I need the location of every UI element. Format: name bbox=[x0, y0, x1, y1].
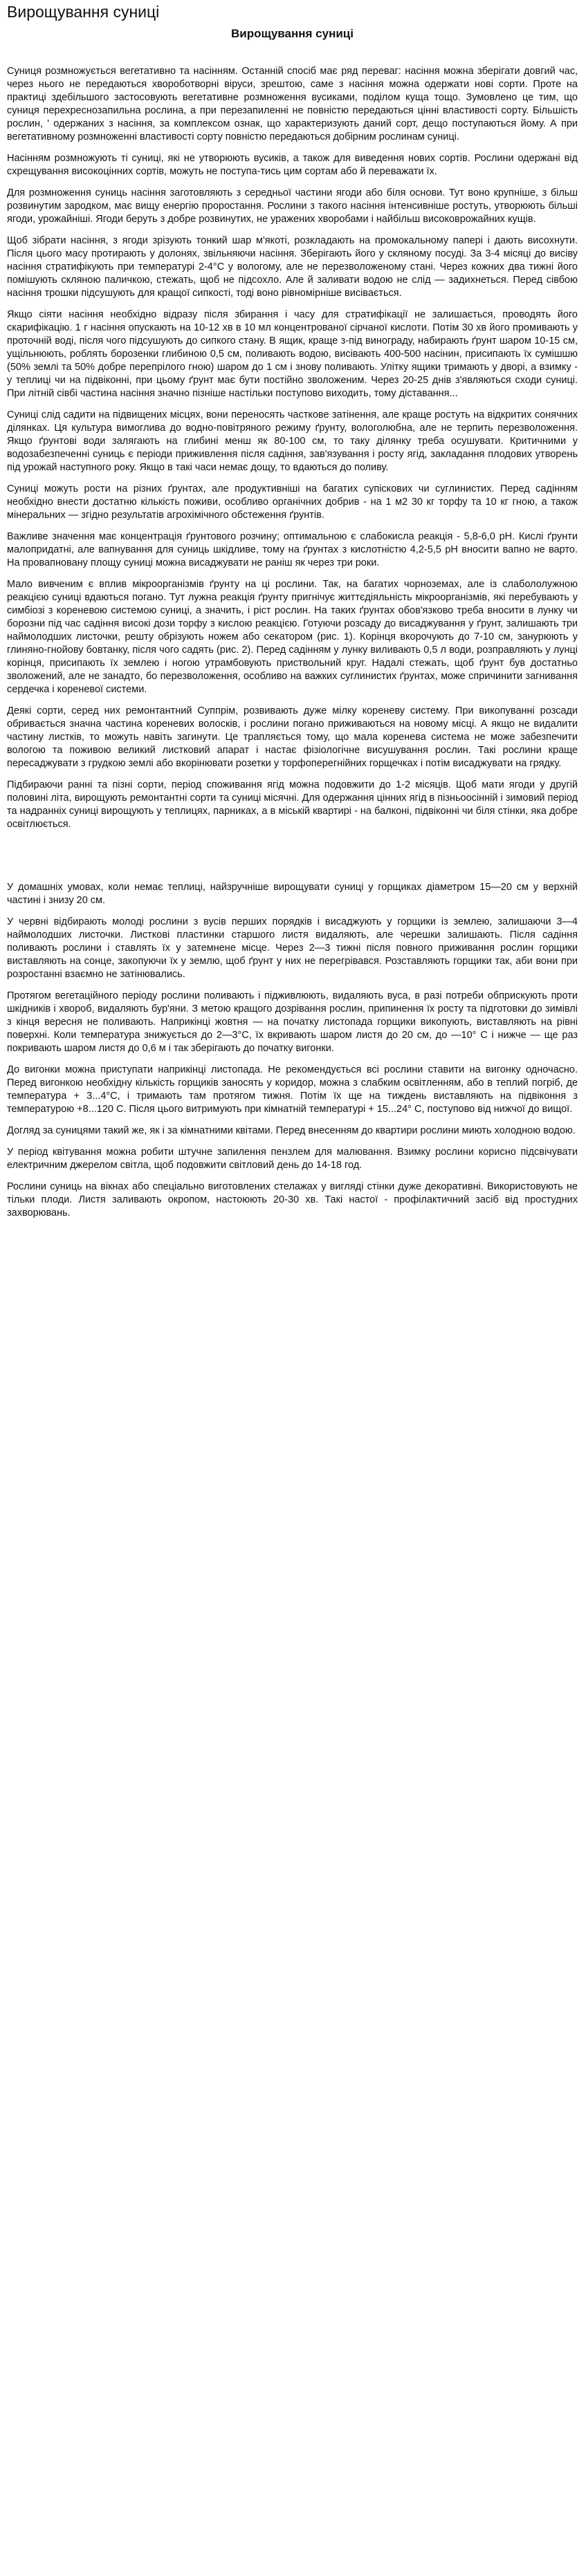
paragraph: Протягом вегетаційного періоду рослини поливають і підживлюють, видаляють вуса, в разі потреби обприскують проти шкідників і хвороб, видаляють бур'яни. З метою кращого дозрівання рослин, припинення їх росту та підготовки до зимівлі з кінця вересня не поливають. Наприкінці жовтня — на початку листопада горщики викопують, виставляють на рівні поверхні. Коли температура знижується до 2—3°С, їх вкривають шаром листя до 20 см, до —10° С і нижче — ще раз покривають шаром листя до 0,6 м і так зберігають до початку вигонки. bbox=[7, 990, 578, 1054]
paragraph: Суниці слід садити на підвищених місцях, вони переносять часткове затінення, але краще ростуть на відкритих сонячних ділянках. Ця культура вимоглива до водно-повітряного режиму ґрунту, вологолюбна, але не терпить перезволоження. Якщо ґрунтові води залягають на глибині менш як 80-100 см, то таку ділянку треба осушувати. Критичними у водозабезпеченні суниць є періоди приживлення після садіння, зав'язування і росту ягід, закладання плодових утворень під урожай наступного року. Якщо в такі часи немає дощу, то вдаються до поливу. bbox=[7, 409, 578, 473]
paragraph: Догляд за суницями такий же, як і за кімнатними квітами. Перед внесенням до квартири рослини миють холодною водою. bbox=[7, 1125, 576, 1136]
paragraph: Суниці можуть рости на різних ґрунтах, але продуктивніші на багатих супіскових чи суглинистих. Перед садінням необхідно внести достатню кількість поживи, особливо органічних добрив - на 1 м2 30 кг торфу та 10 кг гною, а також мінеральних — згідно результатів агрохімічного обстеження ґрунтів. bbox=[7, 483, 578, 521]
paragraph: Щоб зібрати насіння, з ягоди зрізують тонкий шар м'якоті, розкладають на промокальному папері і дають висохнути. Після цього масу протирають у долонях, звільняючи насіння. Зберігають його у скляному посуді. За 3-4 місяці до висіву насіння стратифікують при температурі 2-4°С у вологому, але не перезволоженому стані. Через кожних два тижні його помішують скляною паличкою, стежать, щоб не підсохло. Але й заливати водою не слід — задихнеться. Перед сівбою насіння трошки підсушують для кращої сипкості, тоді воно рівномірніше висівається. bbox=[7, 235, 578, 299]
paragraph: Рослини суниць на вікнах або спеціально виготовлених стелажах у вигляді стінки дуже декоративні. Використовують не тільки плоди. Листя заливають окропом, настоюють 20-30 хв. Такі настої - профілактичний засіб від простудних захворювань. bbox=[7, 1181, 578, 1218]
paragraph: Насінням розмножують ті суниці, які не утворюють вусиків, а також для виведення нових сортів. Рослини одержані від схрещування високоцінних сортів, можуть не поступа-тись цим сортам або й переважати їх. bbox=[7, 153, 578, 177]
paragraph: Суниця розмножується вегетативно та насінням. Останній спосіб має ряд переваг: насіння можна зберігати довгий час, через нього не передаються хвороботворні віруси, зрештою, саме з насіння можна одержати нові сорти. Проте на практиці здебільшого застосовують вегетативне розмноження вусиками, поділом куща тощо. Зумовлено це тим, що суниця перехреснозапильна рослина, а при перезапиленні не повністю передаються цінні властивості сорту. Більшість рослин, ' одержаних з насіння, за комплексом ознак, що характеризують даний сорт, дещо поступаються йому. А при вегетативному розмноженні властивості сорту повністю передаються добірним рослинам суниці. bbox=[7, 66, 578, 142]
paragraph: Важливе значення має концентрація ґрунтового розчину; оптимальною є слабокисла реакція - 5,8-6,0 рН. Кислі ґрунти малопридатні, але вапнування для суниць шкідливе, тому на ґрунтах з кислотністю 4,2-5,5 рН вносити вапно не варто. На провапновану площу суниці можна висаджувати не раніш як через три роки. bbox=[7, 531, 578, 568]
paragraph: До вигонки можна приступати наприкінці листопада. Не рекомендується всі рослини ставити на вигонку одночасно. Перед вигонкою необхідну кількість горщиків заносять у коридор, можна з слабким освітленням, або в теплий погріб, де температура + 3...4°С, і тримають там протягом тижня. Потім їх ще на тиждень виставляють на підвіконня з температурою +8...120 С. Після цього витримують при кімнатній температурі + 15...24° С, поступово від нижчої до вищої. bbox=[7, 1064, 578, 1115]
paragraph: Мало вивченим є вплив мікроорганізмів ґрунту на ці рослини. Так, на багатих чорноземах, але із слабололужною реакцією суниці вдаються погано. Тут лужна реакція ґрунту пригнічує життєдіяльність мікроорганізмів, які перебувають у симбіозі з кореневою системою суниці, а значить, і ріст рослин. На таких ґрунтах обов'язково треба вносити в лунку чи борозни під час садіння високі дози торфу з кислою реакцією. Готуючи розсаду до висаджування у ґрунт, залишають три наймолодших листочки, решту обрізують ножем або секатором (рис. 1). Корінця вкорочують до 7-10 см, занурюють у глиняно-гнойову бовтанку, після чого садять (рис. 2). Перед садінням у лунку виливають 0,5 л води, розправляють у лунці корінця, присипають їх землею і ногою утрамбовують приствольний круг. Надалі стежать, щоб ґрунт був достатньо зволожений, але не занадто, бо перезволоження, особливо на важких суглинистих ґрунтах, може спричинити загнивання сердечка і кореневої системи. bbox=[7, 579, 578, 695]
paragraph: Якщо сіяти насіння необхідно відразу після збирання і часу для стратифікації не залишається, проводять його скарифікацію. 1 г насіння опускають на 10-12 хв в 10 мл концентрованої сірчаної кислоти. Потім 30 хв його промивають у проточній воді, після чого підсушують до сипкого стану. В ящик, краще з-під винограду, набирають ґрунт шаром 10-15 см, ущільнюють, роблять борозенки глибиною 0,5 см, поливають водою, висівають 400-500 насінин, присипають їх сумішшю (50% землі та 50% добре перепрілого гною) шаром до 1 см і знову поливають. Улітку ящики тримають у дворі, а взимку - у теплиці чи на підвіконні, при цьому ґрунт має бути постійно зволоженим. Через 20-25 днів з'являються сходи суниці. При літній сівбі частина насіння значно пізніше настільки поступово виходить, тому діставання... bbox=[7, 309, 578, 399]
section-gap bbox=[7, 840, 578, 881]
paragraph: У червні відбирають молоді рослини з вусів перших порядків і висаджують у горщики із землею, залишаючи 3—4 наймолодших листочки. Листкові пластинки старшого листя видаляють, але черешки залишають. Після садіння поливають рослини і ставлять їх у затемнене місце. Через 2—3 тижні після повного приживання рослин горщики виставляють на сонце, закопуючи їх у землю, щоб ґрунт у них не перегрівався. Розставляють горщики так, аби вони при розростанні взаємно не затінювались. bbox=[7, 916, 578, 980]
paragraph: У період квітування можна робити штучне запилення пензлем для малювання. Взимку рослини корисно підсвічувати електричним джерелом світла, щоб подовжити світловий день до 14-18 год. bbox=[7, 1147, 578, 1171]
article-body-part1 bbox=[7, 65, 578, 831]
document-page bbox=[0, 0, 586, 1242]
paragraph: У домашніх умовах, коли немає теплиці, найзручніше вирощувати суниці у горщиках діаметром 15—20 см у верхній частині і знизу 20 см. bbox=[7, 882, 578, 906]
article-body-part2 bbox=[7, 881, 578, 1220]
page-title: Вирощування суниці bbox=[7, 3, 160, 21]
paragraph: Для розмноження суниць насіння заготовляють з середньої частини ягоди або біля основи. Тут воно крупніше, з більш розвинутим зародком, має вищу енергію проростання. Рослини з такого насіння інтенсивніше ростуть, утворюють більші ягоди, урожайніші. Ягоди беруть з добре розвинутих, не уражених хворобами і найбільш високоврожайних кущів. bbox=[7, 187, 578, 225]
paragraph: Деякі сорти, серед них ремонтантний Суппрім, розвивають дуже мілку кореневу систему. При викопуванні розсади обривається значна частина кореневих волосків, і рослини погано приживаються на новому місці. А якщо не видалити частину листків, то можуть навіть загинути. Це трапляється тому, що мала коренева система не може забезпечити вологою та поживою великий листковий апарат і настає фізіологічне висушування рослин. Такі рослини краще пересаджувати з грудкою землі або вкорінювати розетки у торфоперегнійних горщечках і потім висаджувати на грядку. bbox=[7, 705, 578, 769]
article-heading: Вирощування суниці bbox=[231, 27, 354, 40]
paragraph: Підбираючи ранні та пізні сорти, період споживання ягід можна подовжити до 1-2 місяців. Щоб мати ягоди у другій половині літа, вирощують ремонтантні сорти та суниці місячні. Для одержання цінних ягід в пізньоосінній і зимовий період та надранніх суниці вирощують у теплицях, парниках, а в міській квартирі - на балконі, підвіконні чи біля стінки, яка добре освітлюється. bbox=[7, 779, 578, 830]
